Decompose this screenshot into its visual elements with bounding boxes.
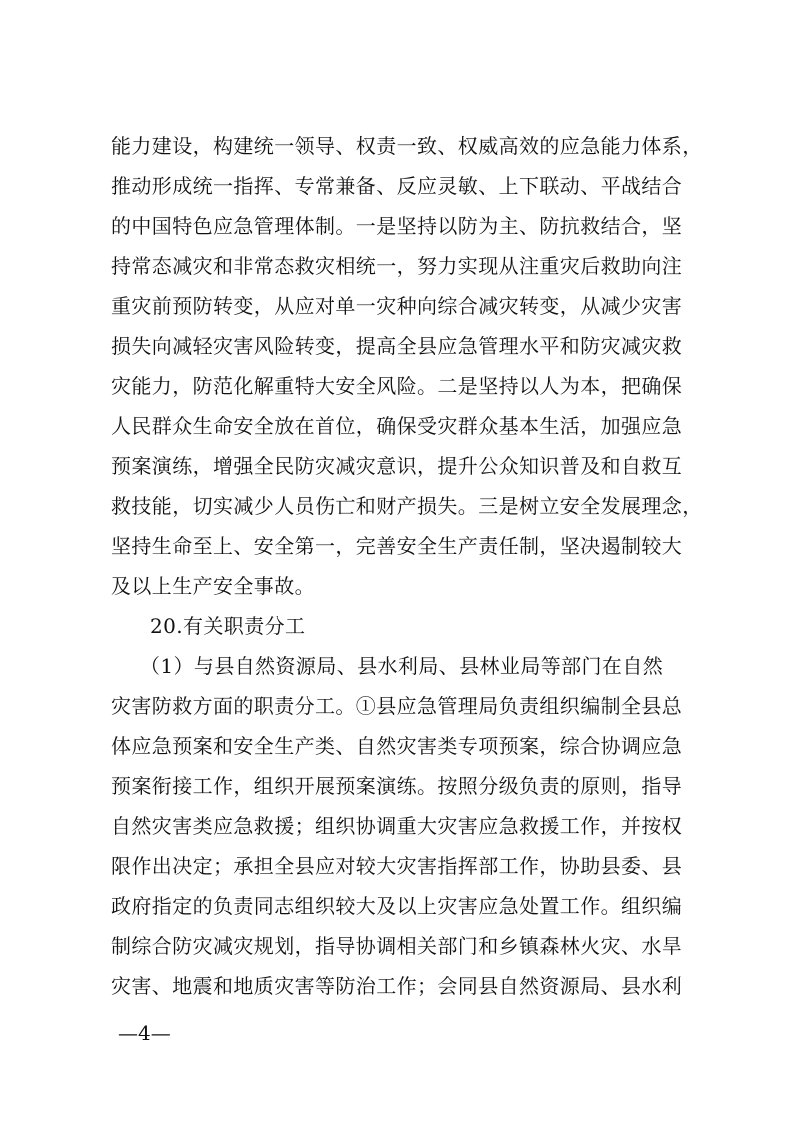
text-line: 预案衔接工作，组织开展预案演练。按照分级负责的原则，指导 [111, 774, 683, 798]
text-line: 坚持生命至上、安全第一，完善安全生产责任制，坚决遏制较大 [111, 534, 683, 558]
text-line: 重灾前预防转变，从应对单一灾种向综合减灾转变，从减少灾害 [111, 294, 683, 318]
text-line: 推动形成统一指挥、专常兼备、反应灵敏、上下联动、平战结合 [111, 174, 683, 198]
text-line: 限作出决定；承担全县应对较大灾害指挥部工作，协助县委、县 [111, 854, 683, 878]
text-line: 灾害、地震和地质灾害等防治工作；会同县自然资源局、县水利 [111, 974, 683, 998]
text-line: 自然灾害类应急救援；组织协调重大灾害应急救援工作，并按权 [111, 814, 683, 838]
section-heading: 20.有关职责分工 [150, 614, 306, 638]
text-line: 体应急预案和安全生产类、自然灾害类专项预案，综合协调应急 [111, 734, 683, 758]
page-number: —4— [118, 1021, 171, 1045]
text-line: 预案演练，增强全民防灾减灾意识，提升公众知识普及和自救互 [111, 454, 683, 478]
text-line: 政府指定的负责同志组织较大及以上灾害应急处置工作。组织编 [111, 894, 683, 918]
text-line: 及以上生产安全事故。 [111, 574, 315, 598]
text-line: （1）与县自然资源局、县水利局、县林业局等部门在自然 [140, 654, 664, 678]
text-line: 人民群众生命安全放在首位，确保受灾群众基本生活，加强应急 [111, 414, 683, 438]
text-line: 的中国特色应急管理体制。一是坚持以防为主、防抗救结合，坚 [111, 214, 683, 238]
text-line: 灾能力，防范化解重特大安全风险。二是坚持以人为本，把确保 [111, 374, 683, 398]
text-line: 能力建设，构建统一领导、权责一致、权威高效的应急能力体系， [111, 134, 703, 158]
text-line: 制综合防灾减灾规划，指导协调相关部门和乡镇森林火灾、水旱 [111, 934, 683, 958]
text-line: 损失向减轻灾害风险转变，提高全县应急管理水平和防灾减灾救 [111, 334, 683, 358]
text-line: 持常态减灾和非常态救灾相统一，努力实现从注重灾后救助向注 [111, 254, 683, 278]
text-line: 救技能，切实减少人员伤亡和财产损失。三是树立安全发展理念， [111, 494, 703, 518]
text-line: 灾害防救方面的职责分工。①县应急管理局负责组织编制全县总 [111, 694, 683, 718]
